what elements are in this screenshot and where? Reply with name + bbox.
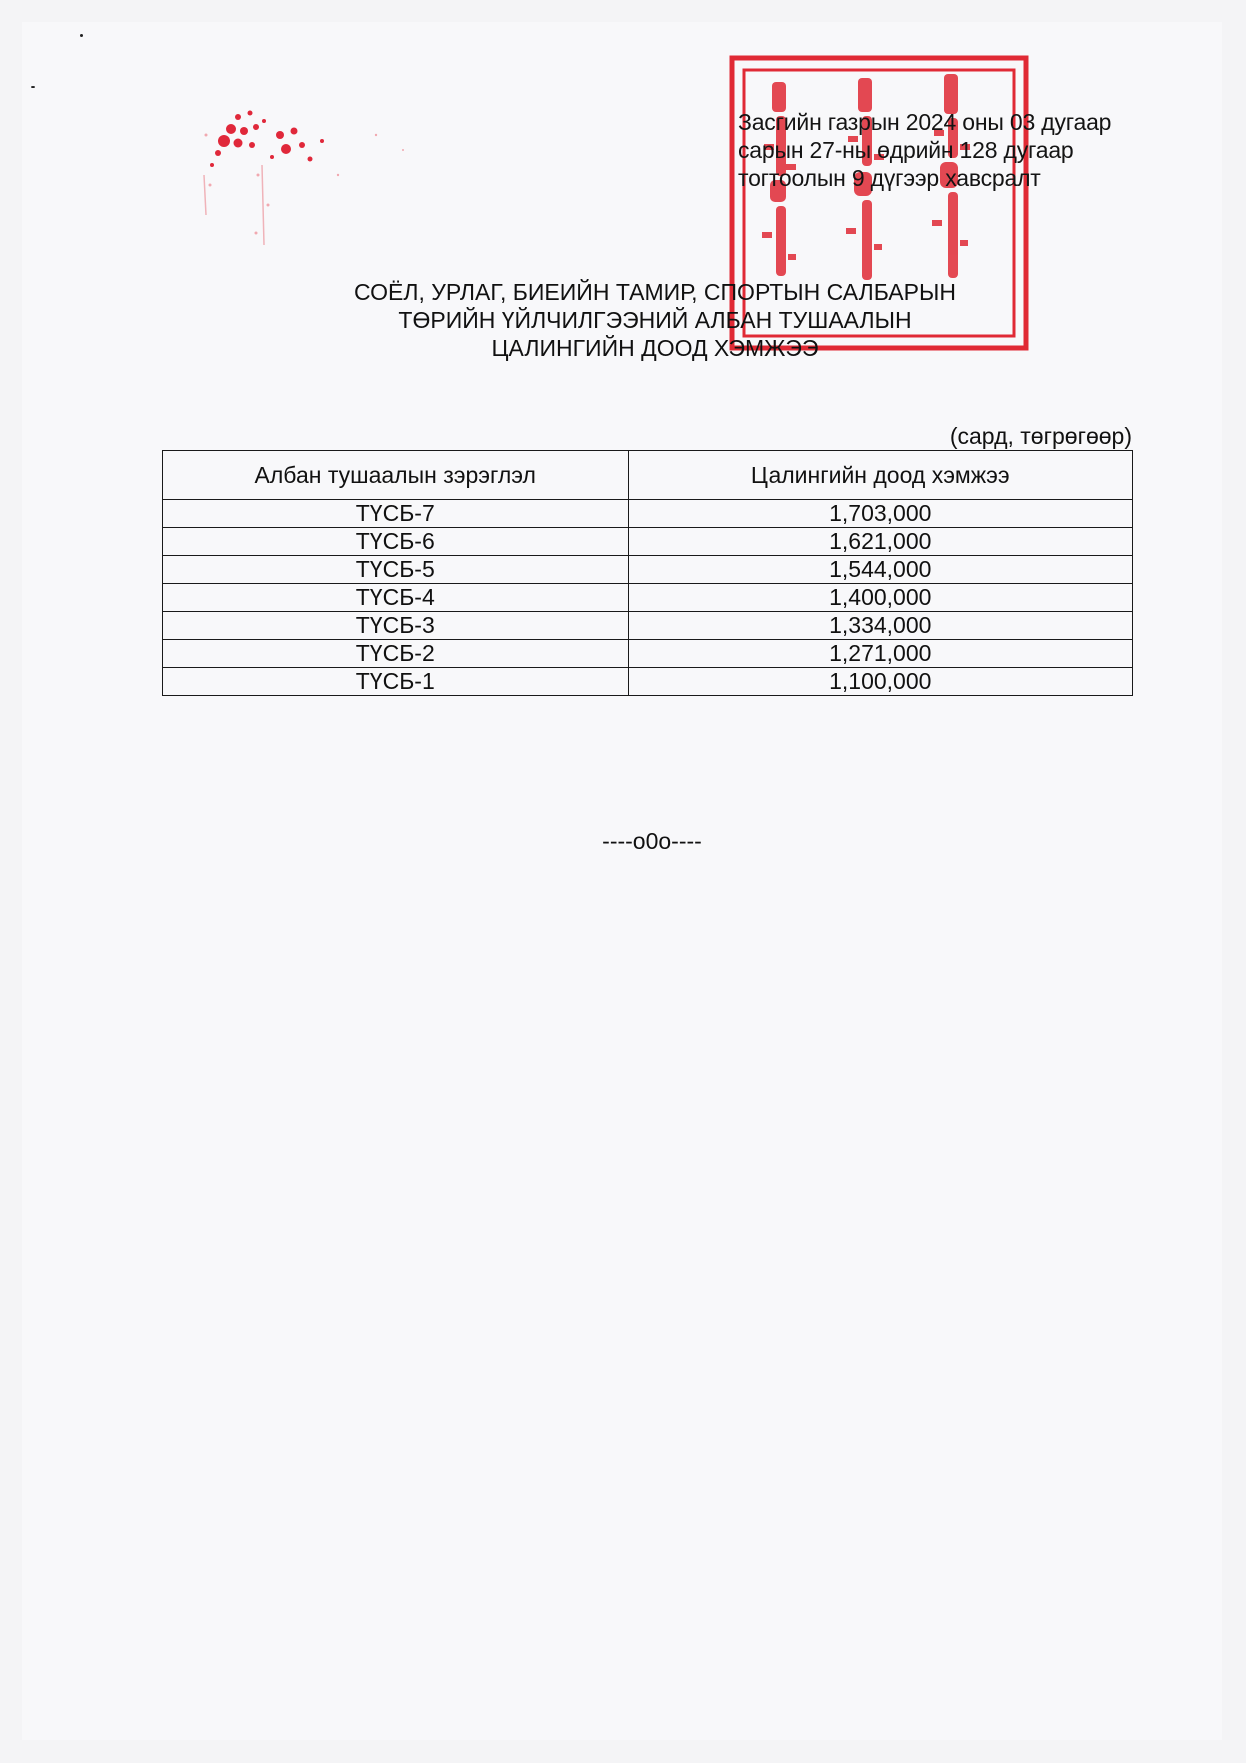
salary-cell: 1,400,000 [628,584,1132,612]
appendix-note-line: тогтоолын 9 дүгээр хавсралт [738,165,1041,191]
grade-cell: ТҮСБ-2 [163,640,629,668]
column-header-grade: Албан тушаалын зэрэглэл [163,451,629,500]
units-note: (сард, төгрөгөөр) [949,423,1132,449]
column-header-min-salary: Цалингийн доод хэмжээ [628,451,1132,500]
salary-cell: 1,621,000 [628,528,1132,556]
table-row [163,528,1133,556]
appendix-reference-note [738,108,1158,192]
grade-cell: ТҮСБ-5 [163,556,629,584]
table-row [163,500,1133,528]
scan-speck [80,34,83,37]
end-of-document-mark: ----o0o---- [602,828,702,854]
grade-cell: ТҮСБ-7 [163,500,629,528]
table-row [163,668,1133,696]
scan-speck [31,86,35,88]
appendix-note-line: Засгийн газрын 2024 оны 03 дугаар [738,109,1112,135]
ink-splatter-mark [198,105,408,255]
document-title [200,278,1110,362]
grade-cell: ТҮСБ-4 [163,584,629,612]
salary-cell: 1,703,000 [628,500,1132,528]
salary-cell: 1,334,000 [628,612,1132,640]
grade-cell: ТҮСБ-6 [163,528,629,556]
table-row [163,556,1133,584]
table-row [163,584,1133,612]
title-line: ЦАЛИНГИЙН ДООД ХЭМЖЭЭ [491,335,819,361]
appendix-note-line: сарын 27-ны өдрийн 128 дугаар [738,137,1074,163]
salary-table [162,450,1133,696]
title-line: ТӨРИЙН ҮЙЛЧИЛГЭЭНИЙ АЛБАН ТУШААЛЫН [398,307,912,333]
salary-cell: 1,100,000 [628,668,1132,696]
table-row [163,612,1133,640]
title-line: СОЁЛ, УРЛАГ, БИЕИЙН ТАМИР, СПОРТЫН САЛБАРЫН [354,279,956,305]
grade-cell: ТҮСБ-3 [163,612,629,640]
salary-cell: 1,544,000 [628,556,1132,584]
table-row [163,640,1133,668]
grade-cell: ТҮСБ-1 [163,668,629,696]
salary-cell: 1,271,000 [628,640,1132,668]
table-header-row [163,451,1133,500]
